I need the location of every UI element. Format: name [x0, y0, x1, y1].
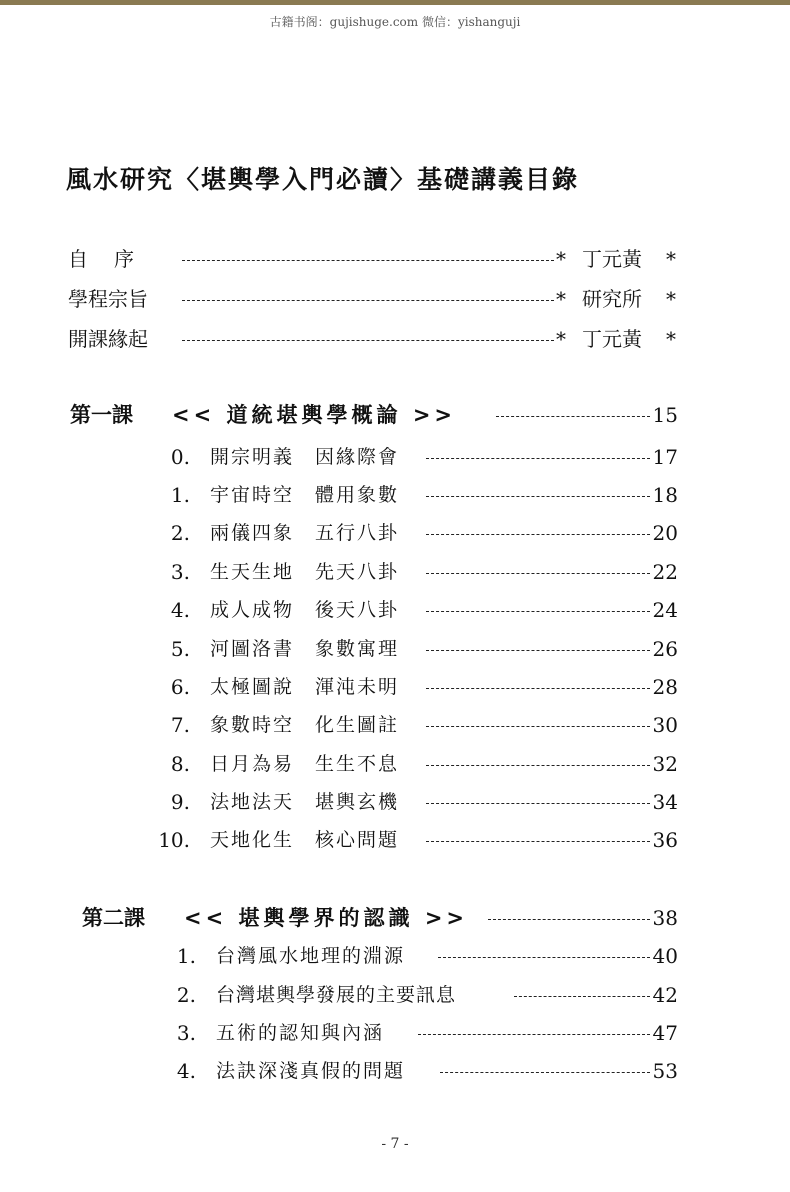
toc-entry	[0, 480, 790, 510]
entry-text: 台灣風水地理的淵源	[216, 945, 406, 967]
toc-entry	[0, 787, 790, 817]
preface-author: 研究所	[582, 287, 642, 311]
entry-number: 2.	[170, 521, 190, 545]
entry-text: 太極圖說 渾沌未明	[210, 676, 400, 698]
top-border	[0, 0, 790, 5]
dot-leader	[426, 496, 650, 497]
watermark: 古籍书阁：gujishuge.com 微信：yishanguji	[269, 15, 521, 29]
page-number: 36	[652, 828, 678, 852]
toc-entry	[0, 634, 790, 664]
page-number: 30	[652, 713, 678, 737]
dot-leader	[418, 1034, 650, 1035]
lesson-label: 第一課	[70, 403, 133, 427]
dot-leader	[182, 300, 554, 301]
star-mark: *	[556, 287, 566, 311]
entry-text: 象數時空 化生圖註	[210, 714, 400, 736]
entry-text: 河圖洛書 象數寓理	[210, 638, 400, 660]
star-mark: *	[556, 247, 566, 271]
toc-entry	[0, 710, 790, 740]
entry-number: 4.	[170, 598, 190, 622]
entry-text: 台灣堪輿學發展的主要訊息	[216, 984, 457, 1006]
dot-leader	[514, 996, 650, 997]
preface-label: 學程宗旨	[68, 287, 148, 311]
toc-entry	[0, 1056, 790, 1086]
dot-leader	[182, 260, 554, 261]
entry-text: 法地法天 堪輿玄機	[210, 791, 400, 813]
dot-leader	[426, 726, 650, 727]
toc-entry	[0, 557, 790, 587]
toc-entry	[0, 672, 790, 702]
entry-number: 5.	[170, 637, 190, 661]
preface-author: 丁元黃	[582, 327, 642, 351]
star-mark: *	[556, 327, 566, 351]
entry-number: 2.	[176, 983, 196, 1007]
toc-entry	[0, 749, 790, 779]
dot-leader	[426, 458, 650, 459]
star-mark: *	[666, 287, 676, 311]
toc-entry	[0, 825, 790, 855]
lesson-heading	[0, 400, 790, 430]
lesson-heading	[0, 903, 790, 933]
dot-leader	[426, 650, 650, 651]
page-number: 47	[652, 1021, 678, 1045]
preface-label: 自 序	[68, 247, 137, 271]
toc-entry	[0, 518, 790, 548]
preface-label: 開課緣起	[68, 327, 148, 351]
preface-author: 丁元黃	[582, 247, 642, 271]
page-number: 26	[652, 637, 678, 661]
dot-leader	[426, 534, 650, 535]
entry-number: 7.	[170, 713, 190, 737]
page-number: 32	[652, 752, 678, 776]
preface-row	[0, 324, 790, 354]
entry-number: 10.	[158, 828, 190, 852]
toc-entry	[0, 595, 790, 625]
star-mark: *	[666, 327, 676, 351]
page-number: 34	[652, 790, 678, 814]
dot-leader	[426, 803, 650, 804]
entry-text: 五術的認知與內涵	[216, 1022, 385, 1044]
page-number: 20	[652, 521, 678, 545]
entry-text: 兩儀四象 五行八卦	[210, 522, 400, 544]
entry-number: 0.	[170, 445, 190, 469]
entry-text: 生天生地 先天八卦	[210, 561, 400, 583]
page-number: 28	[652, 675, 678, 699]
page-number: 24	[652, 598, 678, 622]
page-number: 38	[652, 906, 678, 930]
toc-entry	[0, 980, 790, 1010]
dot-leader	[426, 765, 650, 766]
dot-leader	[426, 841, 650, 842]
dot-leader	[440, 1072, 650, 1073]
page-number: 15	[652, 403, 678, 427]
entry-number: 9.	[170, 790, 190, 814]
entry-number: 3.	[170, 560, 190, 584]
dot-leader	[438, 957, 650, 958]
entry-text: 日月為易 生生不息	[210, 753, 400, 775]
entry-number: 3.	[176, 1021, 196, 1045]
page-number: 42	[652, 983, 678, 1007]
entry-text: 成人成物 後天八卦	[210, 599, 400, 621]
page-title: 風水研究〈堪輿學入門必讀〉基礎講義目錄	[66, 165, 580, 194]
toc-entry	[0, 941, 790, 971]
toc-entry	[0, 442, 790, 472]
entry-text: 法訣深淺真假的問題	[216, 1060, 406, 1082]
preface-row	[0, 244, 790, 274]
entry-text: 開宗明義 因緣際會	[210, 446, 400, 468]
dot-leader	[426, 688, 650, 689]
dot-leader	[496, 416, 650, 417]
page-number: 17	[652, 445, 678, 469]
dot-leader	[488, 919, 650, 920]
dot-leader	[426, 573, 650, 574]
entry-number: 4.	[176, 1059, 196, 1083]
preface-row	[0, 284, 790, 314]
page-folio: - 7 -	[381, 1136, 409, 1152]
dot-leader	[182, 340, 554, 341]
page-number: 53	[652, 1059, 678, 1083]
page-number: 22	[652, 560, 678, 584]
lesson-title: << 道統堪輿學概論 >>	[172, 403, 457, 427]
entry-text: 天地化生 核心問題	[210, 829, 400, 851]
dot-leader	[426, 611, 650, 612]
lesson-label: 第二課	[82, 906, 145, 930]
star-mark: *	[666, 247, 676, 271]
entry-number: 6.	[170, 675, 190, 699]
entry-number: 1.	[176, 944, 196, 968]
page-number: 18	[652, 483, 678, 507]
entry-number: 1.	[170, 483, 190, 507]
toc-entry	[0, 1018, 790, 1048]
entry-number: 8.	[170, 752, 190, 776]
page-number: 40	[652, 944, 678, 968]
lesson-title: << 堪輿學界的認識 >>	[184, 906, 469, 930]
entry-text: 宇宙時空 體用象數	[210, 484, 400, 506]
